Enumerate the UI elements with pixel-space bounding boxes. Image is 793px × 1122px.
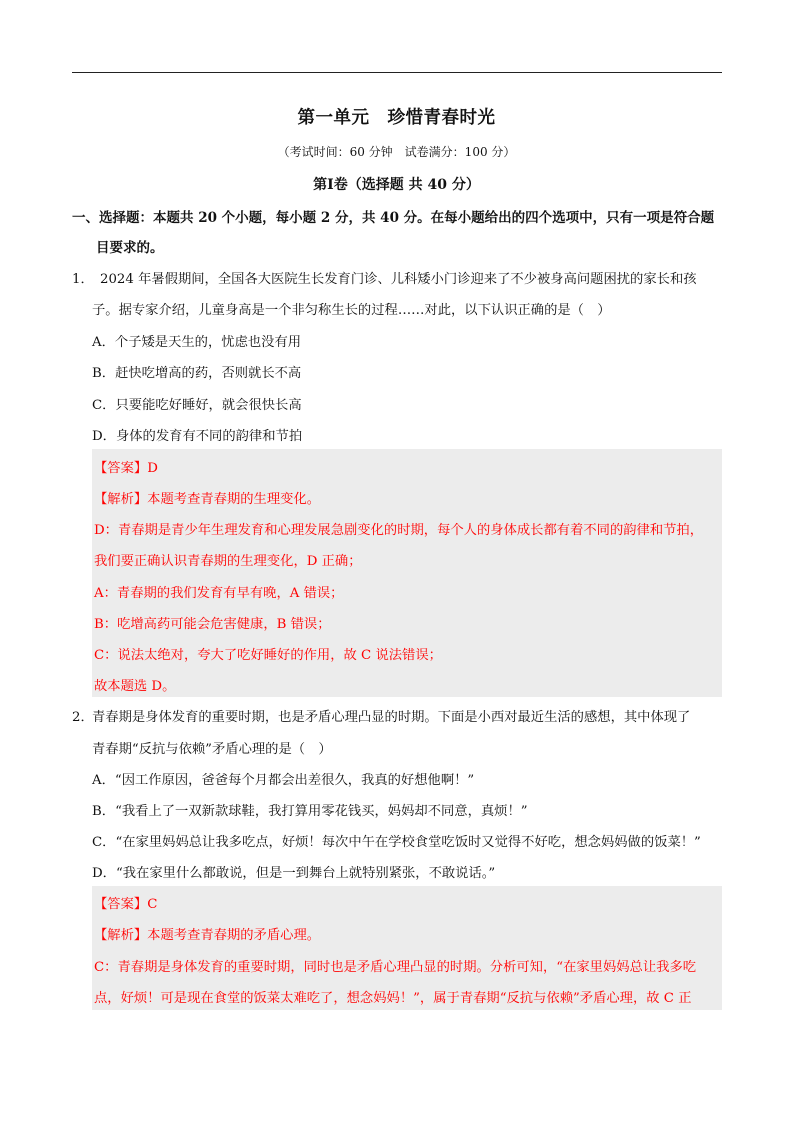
section-instructions: 一、选择题：本题共 20 个小题，每小题 2 分，共 40 分。在每小题给出的四个选项中，只有一项是符合题 bbox=[72, 210, 715, 226]
analysis-line: D：青春期是青少年生理发育和心理发展急剧变化的时期，每个人的身体成长都有着不同的韵律和节拍， bbox=[94, 523, 704, 538]
exam-info: （考试时间：60 分钟 试卷满分：100 分） bbox=[277, 145, 516, 159]
question-number: 1． bbox=[72, 272, 94, 287]
analysis-line: 【解析】本题考查青春期的生理变化。 bbox=[94, 492, 321, 507]
analysis-line: 【解析】本题考查青春期的矛盾心理。 bbox=[94, 928, 321, 943]
question-stem: 青春期是身体发育的重要时期，也是矛盾心理凸显的时期。下面是小西对最近生活的感想，其中体现了 bbox=[92, 710, 691, 725]
header-rule bbox=[72, 72, 722, 73]
option-a: A．“因工作原因，爸爸每个月都会出差很久，我真的好想他啊！” bbox=[92, 773, 475, 788]
option-b: B．赶快吃增高的药，否则就长不高 bbox=[92, 366, 302, 381]
analysis-line: 点，好烦！可是现在食堂的饭菜太难吃了，想念妈妈！”，属于青春期“反抗与依赖”矛盾心理，故 C 正 bbox=[94, 991, 692, 1006]
section-instructions-cont: 目要求的。 bbox=[96, 240, 164, 256]
analysis-line: 我们要正确认识青春期的生理变化，D 正确； bbox=[94, 554, 362, 569]
answer-tag: 【答案】 bbox=[94, 461, 148, 476]
answer-line bbox=[94, 893, 157, 912]
answer-value: C bbox=[147, 897, 158, 912]
option-d: D．身体的发育有不同的韵律和节拍 bbox=[92, 429, 303, 444]
page-title: 第一单元 珍惜青春时光 bbox=[297, 108, 496, 128]
option-a: A．个子矮是天生的，忧虑也没有用 bbox=[92, 335, 302, 350]
question-number: 2． bbox=[72, 710, 94, 725]
question-stem-cont: 青春期“反抗与依赖”矛盾心理的是（ ） bbox=[92, 742, 332, 757]
answer-tag: 【答案】 bbox=[94, 897, 148, 912]
option-c: C．“在家里妈妈总让我多吃点，好烦！每次中午在学校食堂吃饭时又觉得不好吃，想念妈妈做的饭菜！” bbox=[92, 835, 701, 850]
analysis-line: C：说法太绝对，夸大了吃好睡好的作用，故 C 说法错误； bbox=[94, 648, 442, 663]
answer-value: D bbox=[147, 461, 158, 476]
question-stem: 2024 年暑假期间，全国各大医院生长发育门诊、儿科矮小门诊迎来了不少被身高问题困扰的家长和孩 bbox=[100, 272, 697, 287]
analysis-line: B：吃增高药可能会危害健康，B 错误； bbox=[94, 617, 331, 632]
volume-heading: 第Ⅰ卷（选择题 共 40 分） bbox=[313, 177, 480, 193]
analysis-line: 故本题选 D。 bbox=[94, 679, 176, 694]
option-d: D．“我在家里什么都敢说，但是一到舞台上就特别紧张，不敢说话。” bbox=[92, 866, 496, 881]
answer-line bbox=[94, 457, 158, 476]
option-b: B．“我看上了一双新款球鞋，我打算用零花钱买，妈妈却不同意，真烦！” bbox=[92, 804, 528, 819]
analysis-line: C：青春期是身体发育的重要时期，同时也是矛盾心理凸显的时期。分析可知，“在家里妈妈总让我多吃 bbox=[94, 960, 697, 975]
option-c: C．只要能吃好睡好，就会很快长高 bbox=[92, 398, 302, 413]
analysis-line: A：青春期的我们发育有早有晚，A 错误； bbox=[94, 586, 344, 601]
question-stem-cont: 子。据专家介绍，儿童身高是一个非匀称生长的过程……对此，以下认识正确的是（ ） bbox=[92, 303, 611, 318]
